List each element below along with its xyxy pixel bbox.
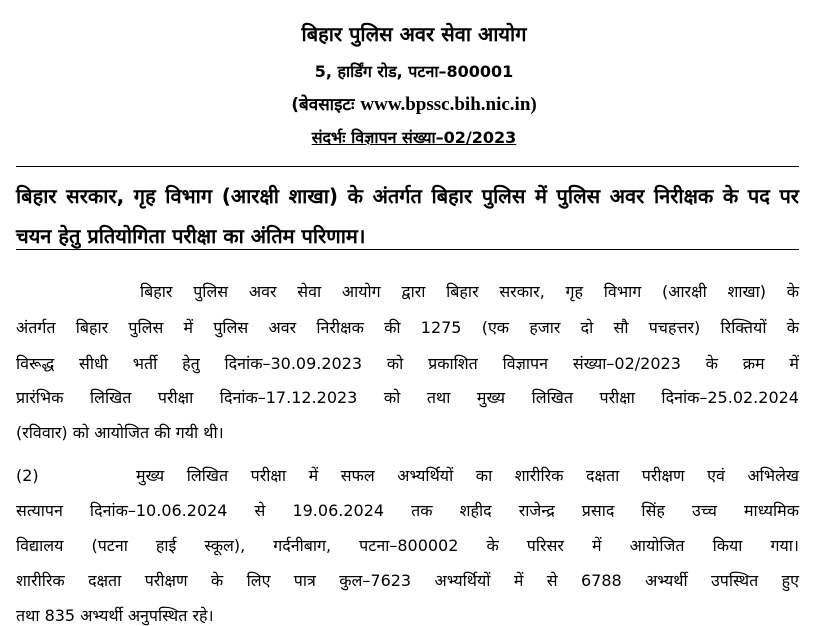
paragraph-2-line-1 [16,464,799,486]
paragraph-1-line-1: बिहार पुलिस अवर सेवा आयोग द्वारा बिहार सरकार, गृह विभाग (आरक्षी शाखा) के [140,282,799,301]
website-line [0,92,828,116]
paragraph-1-line-3: विरूद्ध सीधी भर्ती हेतु दिनांक–30.09.2023 को प्रकाशित विज्ञापन संख्या–02/2023 के क्रम में [16,354,799,373]
org-name: बिहार पुलिस अवर सेवा आयोग [301,22,527,46]
paragraph-2-line-2: सत्यापन दिनांक–10.06.2024 से 19.06.2024 तक शहीद राजेन्द्र प्रसाद सिंह उच्च माध्यमिक [16,501,799,520]
paragraph-2-line-5: तथा 835 अभ्यर्थी अनुपस्थित रहे। [16,606,214,625]
website-url: www.bpssc.bih.nic.in) [360,94,537,115]
top-divider [16,166,799,167]
paragraph-2-line-1-text: मुख्य लिखित परीक्षा में सफल अभ्यर्थियों का शारीरिक दक्षता परीक्षण एवं अभिलेख [136,466,799,485]
org-address: 5, हार्डिंग रोड, पटना–800001 [314,62,514,81]
paragraph-2-number: (2) [16,466,39,485]
reference-text: संदर्भः विज्ञापन संख्या–02/2023 [311,128,517,147]
reference-line [0,126,828,148]
paragraph-1-line-4: प्रारंभिक लिखित परीक्षा दिनांक–17.12.2023 को तथा मुख्य लिखित परीक्षा दिनांक–25.02.2024 [16,388,799,407]
paragraph-2-line-4: शारीरिक दक्षता परीक्षण के लिए पात्र कुल–7623 अभ्यर्थियों में से 6788 अभ्यर्थी उपस्थित हुए [16,571,799,590]
subject-divider [16,249,799,250]
paragraph-1-line-2: अंतर्गत बिहार पुलिस में पुलिस अवर निरीक्षक की 1275 (एक हजार दो सौ पचहत्तर) रिक्तियों के [16,318,799,337]
website-label: (बेवसाइटः [291,95,355,115]
paragraph-1-line-5: (रविवार) को आयोजित की गयी थी। [16,423,224,442]
paragraph-2-line-3: विद्यालय (पटना हाई स्कूल), गर्दनीबाग, पटना–800002 के परिसर में आयोजित किया गया। [16,536,799,555]
notice-subject: बिहार सरकार, गृह विभाग (आरक्षी शाखा) के अंतर्गत बिहार पुलिस में पुलिस अवर निरीक्षक के पद पर चयन हेतु प्रतियोगिता परीक्षा का अंतिम परिणाम। [16,184,799,248]
